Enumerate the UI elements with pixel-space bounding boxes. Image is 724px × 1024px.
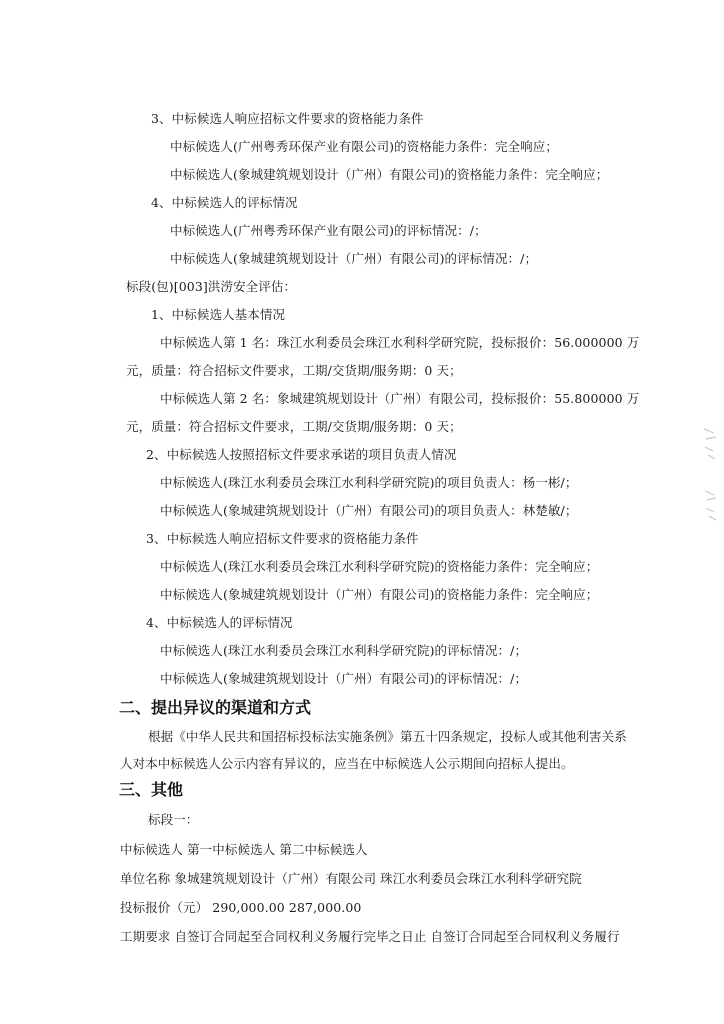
scan-smudge bbox=[702, 488, 720, 524]
table-row: 工期要求 自签订合同起至合同权利义务履行完毕之日止 自签订合同起至合同权利义务履行 bbox=[120, 929, 620, 944]
criteria-item-3: 3、中标候选人响应招标文件要求的资格能力条件 bbox=[146, 531, 419, 546]
candidate-line: 中标候选人(象城建筑规划设计（广州）有限公司)的项目负责人：林楚敏/； bbox=[160, 503, 578, 518]
table-row: 投标报价（元） 290,000.00 287,000.00 bbox=[120, 900, 362, 915]
candidate-line: 中标候选人(象城建筑规划设计（广州）有限公司)的评标情况：/； bbox=[160, 671, 528, 686]
candidate-rank-2: 中标候选人第 2 名：象城建筑规划设计（广州）有限公司，投标报价：55.800000 万 bbox=[160, 391, 640, 406]
candidate-line: 中标候选人(象城建筑规划设计（广州）有限公司)的资格能力条件：完全响应； bbox=[160, 587, 599, 602]
candidate-line: 中标候选人(广州粤秀环保产业有限公司)的资格能力条件：完全响应； bbox=[170, 139, 558, 154]
candidate-line: 中标候选人(象城建筑规划设计（广州）有限公司)的评标情况：/； bbox=[170, 251, 538, 266]
candidate-rank-1-cont: 元，质量：符合招标文件要求，工期/交货期/服务期：0 天； bbox=[126, 363, 462, 378]
criteria-item-4: 4、中标候选人的评标情况 bbox=[146, 615, 293, 630]
objection-paragraph: 根据《中华人民共和国招标投标法实施条例》第五十四条规定，投标人或其他利害关系 bbox=[148, 729, 627, 744]
table-row: 中标候选人 第一中标候选人 第二中标候选人 bbox=[120, 842, 368, 857]
scan-smudge bbox=[700, 425, 720, 465]
candidate-rank-2-cont: 元，质量：符合招标文件要求，工期/交货期/服务期：0 天； bbox=[126, 419, 462, 434]
objection-paragraph-cont: 人对本中标候选人公示内容有异议的，应当在中标候选人公示期间向招标人提出。 bbox=[120, 756, 574, 771]
lot-003-title: 标段(包)[003]洪涝安全评估： bbox=[126, 279, 297, 294]
section-heading: 二、提出异议的渠道和方式 bbox=[119, 698, 312, 717]
section-heading: 三、其他 bbox=[119, 780, 184, 799]
table-row: 单位名称 象城建筑规划设计（广州）有限公司 珠江水利委员会珠江水利科学研究院 bbox=[120, 871, 582, 886]
candidate-line: 中标候选人(珠江水利委员会珠江水利科学研究院)的评标情况：/； bbox=[160, 643, 528, 658]
criteria-item-4: 4、中标候选人的评标情况 bbox=[151, 195, 298, 210]
criteria-item-3: 3、中标候选人响应招标文件要求的资格能力条件 bbox=[151, 111, 424, 126]
candidate-line: 中标候选人(广州粤秀环保产业有限公司)的评标情况：/； bbox=[170, 223, 487, 238]
criteria-item-1: 1、中标候选人基本情况 bbox=[151, 307, 286, 322]
candidate-line: 中标候选人(珠江水利委员会珠江水利科学研究院)的资格能力条件：完全响应； bbox=[160, 559, 599, 574]
candidate-line: 中标候选人(珠江水利委员会珠江水利科学研究院)的项目负责人：杨一彬/； bbox=[160, 475, 578, 490]
candidate-rank-1: 中标候选人第 1 名：珠江水利委员会珠江水利科学研究院，投标报价：56.000000 万 bbox=[160, 335, 640, 350]
candidate-line: 中标候选人(象城建筑规划设计（广州）有限公司)的资格能力条件：完全响应； bbox=[170, 167, 609, 182]
lot-label: 标段一： bbox=[148, 812, 199, 827]
criteria-item-2: 2、中标候选人按照招标文件要求承诺的项目负责人情况 bbox=[146, 447, 457, 462]
